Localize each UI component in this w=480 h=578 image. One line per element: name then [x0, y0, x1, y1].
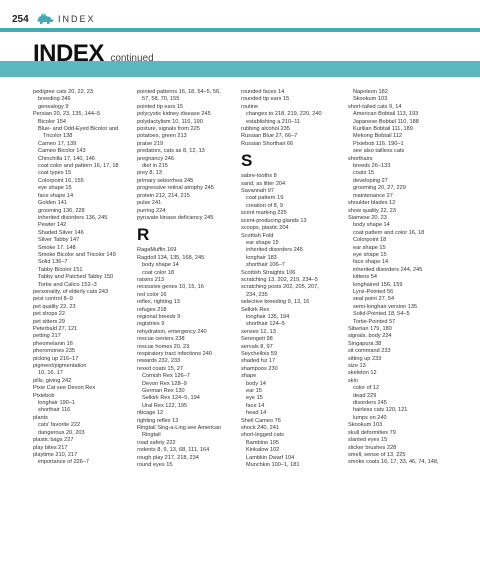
index-entry: RagaMuffin 169	[137, 247, 177, 254]
index-entry: potatoes, green 213	[137, 133, 187, 140]
index-subentry: eye 15	[246, 395, 263, 402]
index-subentry: developing 27	[353, 177, 388, 184]
index-subentry: American Bobtail 113, 193	[353, 111, 419, 118]
index-subentry: Tabby Bicolor 151	[38, 266, 83, 273]
index-entry: rough play 217, 218, 234	[137, 454, 199, 461]
index-subentry: Tricolor 138	[43, 133, 73, 140]
index-subentry: head 14	[246, 410, 267, 417]
index-entry: scratching 13, 202, 219, 234–5	[241, 276, 318, 283]
index-subentry: 234, 235	[246, 291, 268, 298]
index-subentry: inherited disorders 244, 245	[353, 266, 423, 273]
running-head: INDEX	[58, 14, 96, 24]
index-entry: Skookum 103	[348, 422, 383, 429]
index-entry: petting 217	[33, 333, 61, 340]
page-header	[0, 0, 480, 38]
index-entry: shampoos 230	[241, 365, 278, 372]
index-subentry: disorders 245	[353, 400, 387, 407]
index-entry: rodents 8, 9, 13, 68, 111, 164	[137, 447, 210, 454]
index-entry: Peterbald 27, 121	[33, 326, 78, 332]
index-subentry: cats' favorite 222	[38, 422, 81, 429]
index-entry: Shell Cameo 76	[241, 417, 281, 424]
index-entry: Selkirk Rex	[241, 306, 270, 313]
index-subentry: Devon Rex 128–9	[142, 380, 187, 387]
index-entry: scent marking 225	[241, 210, 287, 217]
index-entry: Russian Shorthair 66	[241, 140, 294, 147]
index-entry: rescue homes 20, 23	[137, 343, 190, 350]
index-subentry: longhair 183	[246, 254, 277, 261]
index-entry: senses 12, 13	[241, 328, 276, 335]
index-entry: Persian 20, 23, 135, 144–5	[33, 111, 101, 118]
index-entry: pedigree cats 20, 22, 23	[33, 89, 94, 95]
index-entry: skin	[348, 377, 358, 384]
index-entry: prey 8, 13	[137, 170, 162, 177]
index-entry: sitting up 233	[348, 355, 382, 362]
index-entry: registries 9	[137, 321, 165, 328]
index-entry: Siamese 20, 23	[348, 214, 387, 221]
index-subentry: Solid 136–7	[38, 259, 68, 266]
index-subentry: Skookum 103	[353, 96, 388, 103]
index-subentry: shorthair 116	[38, 407, 71, 414]
index-subentry: maintenance 27	[353, 192, 393, 199]
index-subentry: Selkirk Rex 124–5, 194	[142, 395, 200, 402]
cat-icon	[36, 12, 54, 24]
index-entry: servals 8, 97	[241, 343, 273, 350]
section-letter: S	[241, 151, 253, 171]
index-entry: short-legged cats	[241, 432, 284, 439]
index-subentry: see also tailless cats	[353, 148, 405, 155]
index-subentry: German Rex 130	[142, 388, 185, 395]
index-subentry: Solid-Pointed 18, 54–5	[353, 311, 410, 318]
index-entry: rehydration, emergency 240	[137, 328, 207, 335]
index-entry: Seychellois 59	[241, 351, 278, 357]
index-entry: protein 212, 214, 215	[137, 192, 190, 199]
index-entry: short-tailed cats 9, 14	[348, 103, 402, 110]
index-entry: pet shops 22	[33, 311, 66, 318]
index-subentry: Pixiebob 116, 190–1	[353, 140, 404, 147]
index-subentry: color of 12	[353, 385, 380, 392]
index-subentry: Tortie and Calico 152–3	[38, 281, 97, 288]
index-entry: Ragdoll 134, 135, 168, 245	[137, 254, 205, 261]
index-entry: reflex, righting 13	[137, 299, 180, 306]
index-entry: Siberian 179, 180	[348, 326, 392, 332]
index-entry: rewards 232, 233	[137, 358, 181, 365]
index-subentry: grooming 20, 27, 229	[353, 185, 406, 192]
title-subtitle: continued	[110, 53, 154, 64]
title-text: INDEX	[33, 40, 104, 67]
index-entry: skull deformities 79	[348, 429, 396, 436]
index-entry: pheomelanin 16	[33, 340, 73, 347]
index-entry: smell, sense of 13, 225	[348, 451, 406, 458]
index-subentry: longhaired 156, 159	[353, 281, 403, 288]
index-subentry: changes to 218, 219, 220, 240	[246, 111, 322, 118]
index-subentry: creation of 8, 9	[246, 202, 284, 209]
index-subentry: grooming 136, 228	[38, 207, 85, 214]
index-entry: slicker brushes 228	[348, 444, 397, 451]
index-entry: skeleton 12	[348, 370, 377, 377]
index-subentry: Japanese Bobtail 110, 188	[353, 118, 419, 125]
index-subentry: coats 15	[353, 170, 375, 177]
index-entry: ribcage 12	[137, 410, 164, 417]
index-subentry: Kinkalow 102	[246, 447, 280, 454]
index-entry: pointed tip ears 15	[137, 103, 184, 110]
index-entry: show quality 22, 23	[348, 207, 396, 214]
index-entry: purring 224	[137, 207, 166, 214]
index-subentry: Tortie-Pointed 57	[353, 318, 396, 325]
index-entry: shape	[241, 373, 257, 380]
index-entry: plastic bags 227	[33, 437, 74, 444]
index-entry: Russian Blue 27, 66–7	[241, 133, 298, 140]
index-subentry: Tabby and Patched Tabby 150	[38, 274, 114, 281]
index-subentry: face 14	[246, 402, 265, 409]
index-entry: pheromones 235	[33, 348, 75, 355]
index-entry: primary seborrhea 245	[137, 177, 194, 184]
index-subentry: 10, 16, 17	[38, 370, 63, 377]
index-subentry: eye shape 15	[38, 185, 72, 192]
index-entry: rescue centers 238	[137, 336, 185, 343]
index-subentry: body shape 14	[353, 222, 390, 229]
index-entry: rexed coats 15, 27	[137, 365, 184, 372]
index-entry: polycystic kidney disease 245	[137, 111, 211, 118]
index-subentry: Smoke 17, 148	[38, 244, 76, 251]
index-entry: playtime 210, 217	[33, 451, 78, 458]
index-entry: sand, as litter 204	[241, 180, 286, 187]
index-subentry: establishing a 210–11	[246, 118, 301, 125]
index-subentry: Lynx-Pointed 56	[353, 288, 394, 295]
index-entry: sit command 233	[348, 348, 391, 355]
index-entry: pigment/pigmentation	[33, 363, 87, 370]
index-subentry: coat color 18	[142, 269, 175, 276]
index-entry: regional breeds 9	[137, 313, 181, 320]
index-entry: progressive retinal atrophy 245	[137, 185, 214, 192]
index-entry: scoops, plastic 204	[241, 225, 289, 232]
index-entry: selective breeding 9, 13, 16	[241, 299, 310, 306]
index-subentry: coat pattern 19	[246, 195, 284, 202]
index-subentry: Napoleon 182	[353, 89, 388, 95]
index-subentry: lumps on 240	[353, 414, 387, 421]
index-entry: predators, cats as 8, 12, 13	[137, 148, 205, 155]
index-entry: sabre-tooths 8	[241, 173, 277, 180]
index-entry: round eyes 15	[137, 462, 173, 469]
index-entry: pulse 241	[137, 200, 162, 207]
index-column-2	[137, 89, 247, 470]
index-subentry: Lambkin Dwarf 104	[246, 454, 295, 461]
index-entry: rounded faces 14	[241, 89, 285, 95]
index-subentry: Mekong Bobtail 112	[353, 133, 403, 140]
index-subentry: kittens 54	[353, 274, 377, 281]
index-subentry: body 14	[246, 380, 266, 387]
index-entry: Serengeti 98	[241, 336, 273, 343]
index-entry: posture, signals from 225	[137, 126, 200, 133]
index-subentry: shorthair 106–7	[246, 262, 285, 269]
index-subentry: dead 229	[353, 392, 377, 399]
index-entry: size 13	[348, 363, 366, 370]
index-entry: praise 219	[137, 140, 164, 147]
index-subentry: inherited disorders 136, 245	[38, 214, 108, 221]
index-entry: righting reflex 13	[137, 417, 179, 424]
index-subentry: coat color and pattern 16, 17, 18	[38, 163, 119, 170]
index-entry: pet quality 22, 23	[33, 303, 76, 310]
index-entry: polydactylism 10, 116, 190	[137, 118, 203, 125]
index-subentry: coat pattern and color 16, 18	[353, 229, 425, 236]
index-entry: road safety 222	[137, 439, 176, 446]
index-subentry: coat types 15	[38, 170, 72, 177]
index-subentry: longhair 190–1	[38, 400, 76, 407]
index-subentry: genealogy 9	[38, 103, 69, 110]
index-subentry: Cornish Rex 126–7	[142, 373, 190, 380]
index-subentry: Bicolor 154	[38, 118, 66, 125]
header-rule	[0, 28, 480, 32]
index-subentry: hairless cats 120, 121	[353, 407, 408, 414]
page-title	[33, 40, 154, 67]
index-subentry: 57, 58, 70, 155	[142, 96, 180, 103]
index-entry: Singapura 38	[348, 340, 382, 347]
index-subentry: seal point 27, 54	[353, 296, 395, 303]
index-subentry: Munchkin 100–1, 181	[246, 462, 300, 469]
index-subentry: diet in 215	[142, 163, 168, 170]
index-subentry: Pewter 142	[38, 222, 67, 229]
index-entry: pointed patterns 16, 18, 54–5, 56,	[137, 89, 221, 95]
index-subentry: Golden 141	[38, 200, 67, 207]
index-entry: shoulder blades 12	[348, 200, 396, 207]
index-subentry: longhair 135, 194	[246, 313, 290, 320]
index-subentry: Blue- and Odd-Eyed Bicolor and	[38, 126, 119, 133]
index-column-4	[348, 89, 458, 467]
index-subentry: shorthair 124–5	[246, 321, 285, 328]
index-entry: personality, of elderly cats 243	[33, 288, 109, 295]
index-entry: refuges 218	[137, 306, 167, 313]
index-subentry: Colorpoint 18	[353, 237, 387, 244]
index-entry: Scottish Straights 106	[241, 269, 296, 276]
index-subentry: ear shape 15	[353, 244, 386, 251]
index-subentry: Kurilian Bobtail 111, 189	[353, 126, 413, 133]
index-entry: picking up 216–17	[33, 355, 79, 362]
index-entry: pyruvate kinase deficiency 245	[137, 214, 214, 221]
index-subentry: breeds 26–133	[353, 163, 391, 170]
index-entry: rubbing alcohol 235	[241, 126, 290, 133]
index-subentry: breeding 246	[38, 96, 71, 103]
index-entry: Ringtail Sing-a-Ling see American	[137, 425, 222, 432]
index-entry: shorthairs	[348, 155, 373, 162]
index-subentry: ear shape 15	[246, 239, 279, 246]
index-entry: Scottish Fold	[241, 232, 274, 239]
index-subentry: Ringtail	[142, 432, 161, 439]
index-entry: respiratory tract infections 240	[137, 351, 212, 357]
index-subentry: semi-longhair version 135	[353, 303, 418, 310]
index-entry: scent-producing glands 13	[241, 217, 307, 224]
index-subentry: inherited disorders 245	[246, 247, 303, 254]
index-entry: rounded tip ears 15	[241, 96, 290, 103]
index-entry: pills, giving 242	[33, 377, 72, 384]
index-subentry: face shape 14	[353, 259, 389, 266]
index-subentry: dangerous 20, 203	[38, 429, 85, 436]
index-entry: smoke coats 16, 17, 33, 46, 74, 148,	[348, 459, 439, 466]
index-subentry: ear 15	[246, 388, 262, 395]
index-subentry: body shape 14	[142, 262, 179, 269]
index-entry: plants	[33, 414, 48, 421]
index-entry: scratching posts 202, 205, 207,	[241, 284, 319, 291]
index-entry: Savannah 97	[241, 188, 274, 195]
index-column-1	[33, 89, 143, 467]
index-entry: pet sitters 29	[33, 318, 66, 325]
index-subentry: Ural Rex 122, 195	[142, 402, 188, 409]
index-entry: raisins 213	[137, 276, 165, 283]
index-subentry: Shaded Silver 146	[38, 229, 84, 236]
index-entry: recessive genes 10, 15, 16	[137, 284, 204, 291]
index-subentry: Silver Tabby 147	[38, 237, 80, 244]
index-entry: routine	[241, 103, 259, 110]
index-entry: shock 240, 241	[241, 425, 279, 432]
index-entry: shaded fur 17	[241, 358, 276, 365]
index-entry: pregnancy 246	[137, 155, 175, 162]
section-letter: R	[137, 225, 150, 245]
index-entry: Pixie Cat see Devon Rex	[33, 385, 96, 392]
index-subentry: Smoke Bicolor and Tricolor 149	[38, 251, 116, 258]
index-subentry: Cameo Bicolor 143	[38, 148, 86, 155]
index-entry: play bites 217	[33, 444, 68, 451]
index-subentry: Bambino 105	[246, 439, 279, 446]
page-number: 254	[12, 14, 29, 25]
index-subentry: eye shape 15	[353, 251, 387, 258]
index-entry: slanted eyes 15	[348, 437, 388, 444]
index-subentry: Chinchilla 17, 140, 146	[38, 155, 95, 162]
index-subentry: face shape 14	[38, 192, 74, 199]
index-entry: Pixiebob	[33, 392, 55, 399]
index-entry: signals, body 224	[348, 333, 392, 340]
index-subentry: importance of 226–7	[38, 459, 89, 466]
index-entry: pest control 8–9	[33, 296, 73, 303]
index-entry: red color 16	[137, 291, 167, 298]
index-subentry: Colorpoint 16, 155	[38, 177, 84, 184]
index-column-3	[241, 89, 351, 470]
index-subentry: Cameo 17, 139	[38, 140, 77, 147]
